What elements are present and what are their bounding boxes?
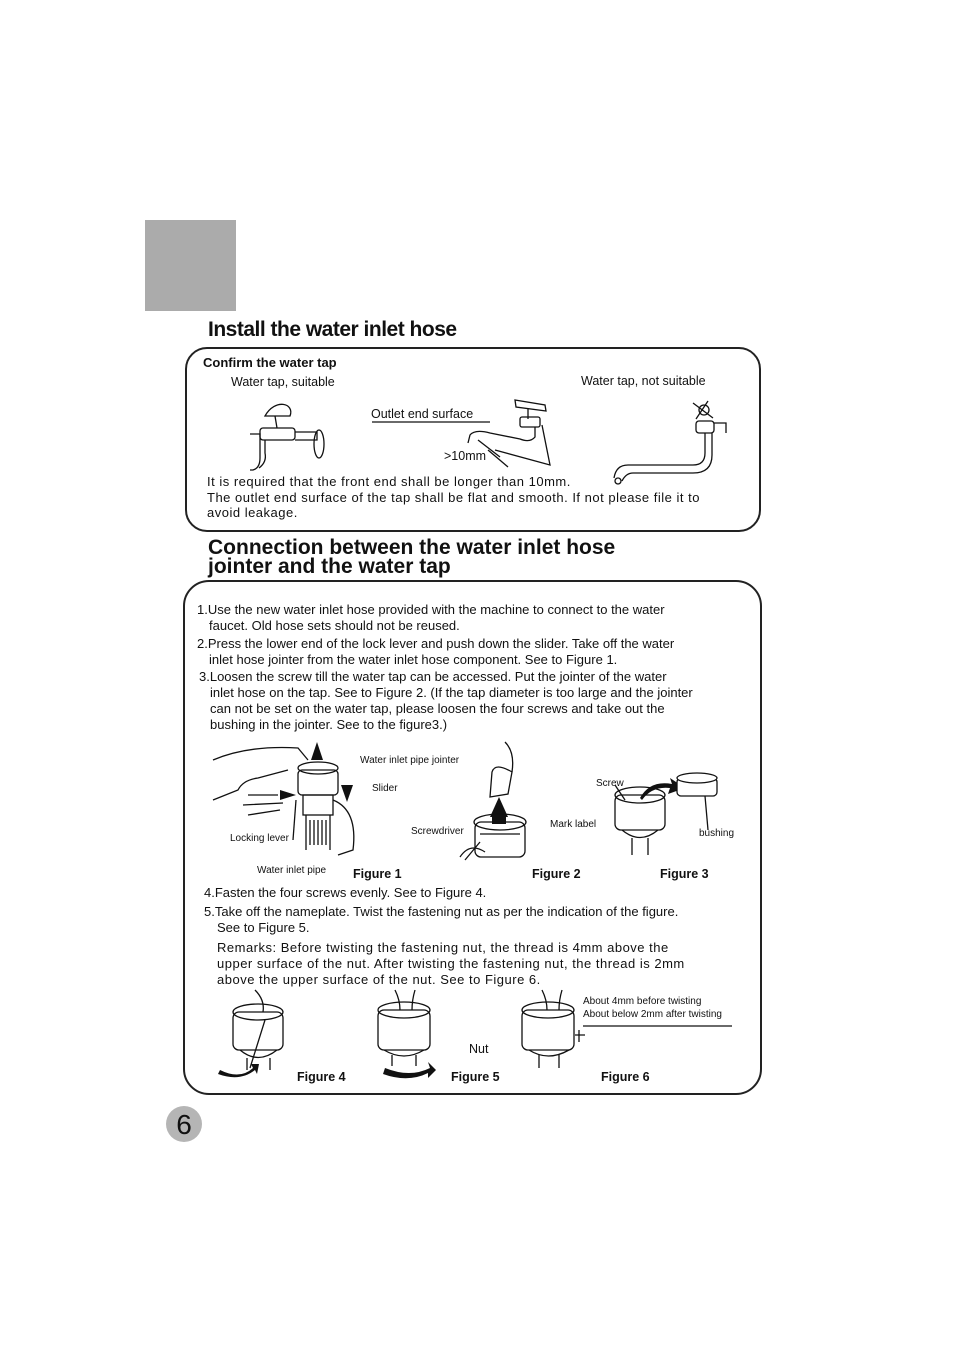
step3-line3: can not be set on the water tap, please loosen the four screws and take out the	[210, 701, 665, 716]
figure5-illustration	[370, 990, 450, 1080]
front-end-tap-illustration	[370, 395, 565, 470]
label-nut: Nut	[469, 1042, 489, 1056]
section2-title-line2: jointer and the water tap	[208, 555, 451, 578]
tap-note-2: The outlet end surface of the tap shall be flat and smooth. If not please file it to	[207, 490, 700, 505]
section2-title-line1: Connection between the water inlet hose	[208, 536, 616, 559]
label-about-2mm: About below 2mm after twisting	[583, 1009, 722, 1020]
tap-note-1: It is required that the front end shall be longer than 10mm.	[207, 474, 571, 489]
corner-tab-block	[145, 220, 236, 311]
suitable-tap-illustration	[245, 398, 335, 473]
figure4-caption: Figure 4	[297, 1070, 346, 1084]
label-about-4mm: About 4mm before twisting	[583, 996, 702, 1007]
remarks-line3: above the upper surface of the nut. See to Figure 6.	[217, 972, 541, 987]
figure2-caption: Figure 2	[532, 867, 581, 881]
step2-line1: 2.Press the lower end of the lock lever and push down the slider. Take off the water	[197, 636, 675, 651]
label-bushing: bushing	[699, 828, 735, 839]
figure5-caption: Figure 5	[451, 1070, 500, 1084]
step5-line1: 5.Take off the nameplate. Twist the fastening nut as per the indication of the figure.	[204, 904, 679, 919]
page-number: 6	[166, 1106, 202, 1142]
step1-line2: faucet. Old hose sets should not be reused.	[209, 618, 460, 633]
step2-line2: inlet hose jointer from the water inlet hose component. See to Figure 1.	[209, 652, 618, 667]
step3-line1: 3.Loosen the screw till the water tap can be accessed. Put the jointer of the water	[199, 669, 667, 684]
unsuitable-tap-illustration	[608, 393, 733, 488]
section2-title	[208, 538, 768, 576]
tap-suitable-label: Water tap, suitable	[231, 375, 335, 389]
label-locking-lever: Locking lever	[230, 833, 289, 844]
figure6-caption: Figure 6	[601, 1070, 650, 1084]
label-screw: Screw	[596, 778, 624, 789]
label-water-inlet-pipe: Water inlet pipe	[257, 865, 327, 876]
figure4-illustration	[215, 990, 295, 1080]
label-mark-label: Mark label	[550, 819, 597, 830]
remarks-line2: upper surface of the nut. After twisting the fastening nut, the thread is 2mm	[217, 956, 685, 971]
step5-line2: See to Figure 5.	[217, 920, 310, 935]
figure3-illustration	[610, 770, 735, 860]
label-screwdriver: Screwdriver	[411, 826, 464, 837]
step3-line4: bushing in the jointer. See to the figure3.)	[210, 717, 448, 732]
step1-line1: 1.Use the new water inlet hose provided with the machine to connect to the water	[197, 602, 665, 617]
outlet-end-surface-label: Outlet end surface	[371, 407, 474, 421]
remarks-line1: Remarks: Before twisting the fastening nut, the thread is 4mm above the	[217, 940, 669, 955]
figure1-caption: Figure 1	[353, 867, 402, 881]
figure1-illustration	[208, 740, 368, 870]
figure3-caption: Figure 3	[660, 867, 709, 881]
label-water-inlet-pipe-jointer: Water inlet pipe jointer	[360, 755, 460, 766]
tap-not-suitable-label: Water tap, not suitable	[581, 374, 706, 388]
step4-text: 4.Fasten the four screws evenly. See to Figure 4.	[204, 885, 487, 900]
confirm-tap-subtitle: Confirm the water tap	[203, 355, 337, 370]
step3-line2: inlet hose on the tap. See to Figure 2. (If the tap diameter is too large and the jointer	[210, 685, 693, 700]
tap-note-3: avoid leakage.	[207, 505, 298, 520]
figure2-illustration	[440, 742, 535, 867]
label-slider: Slider	[372, 783, 398, 794]
section1-title: Install the water inlet hose	[208, 318, 457, 341]
gt10mm-label: >10mm	[444, 449, 487, 463]
